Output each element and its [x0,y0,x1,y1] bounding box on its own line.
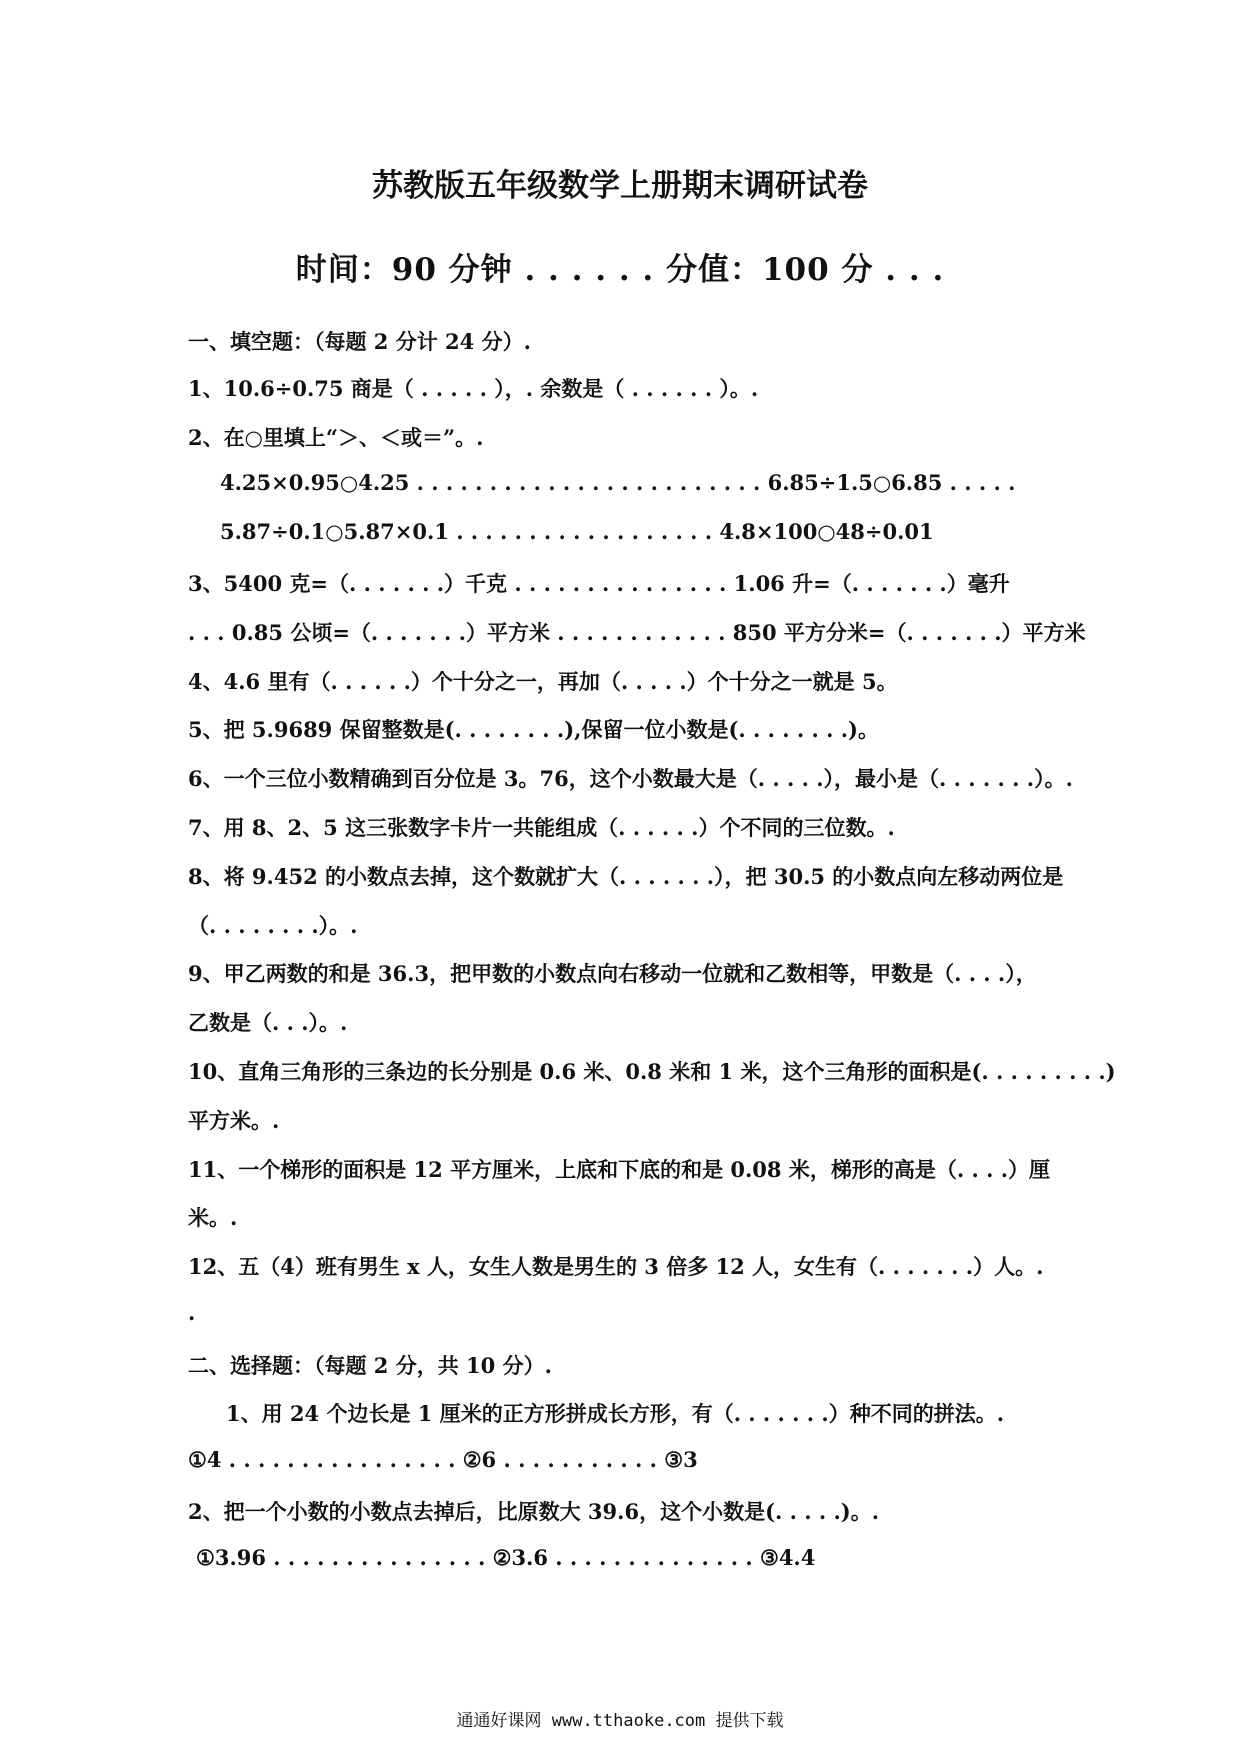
question-2-row-2: 5.87÷0.1○5.87×0.1 . . . . . . . . . . . . . . . . . . 4.8×100○48÷0.01 [220,519,934,544]
question-5: 5、把 5.9689 保留整数是(. . . . . . . .),保留一位小数是(. . . . . . . .)。 [188,717,879,742]
question-1: 1、10.6÷0.75 商是（ . . . . . ），. 余数是（ . . . . . . ）。. [188,376,759,401]
question-10: 10、直角三角形的三条边的长分别是 0.6 米、0.8 米和 1 米，这个三角形的面积是(. . . . . . . . .) [188,1059,1116,1084]
footer-source: 通通好课网 www.tthaoke.com 提供下载 [456,1711,784,1731]
question-11: 11、一个梯形的面积是 12 平方厘米，上底和下底的和是 0.08 米，梯形的高是（. . . .）厘 [188,1157,1051,1182]
question-11-continued: 米。. [188,1205,238,1230]
choice-question-2: 2、把一个小数的小数点去掉后，比原数大 39.6，这个小数是(. . . . .)。. [188,1499,880,1524]
choice-question-1: 1、用 24 个边长是 1 厘米的正方形拼成长方形，有（. . . . . . .）种不同的拼法。. [226,1401,1005,1426]
question-3-row-2: . . . 0.85 公顷=（. . . . . . .）平方米 . . . . . . . . . . . . 850 平方分米=（. . . . . . .）平方米 [188,620,1086,645]
section-heading-multiple-choice: 二、选择题：（每题 2 分，共 10 分）. [188,1353,552,1378]
question-6: 6、一个三位小数精确到百分位是 3。76，这个小数最大是（. . . . .），最小是（. . . . . . .）。. [188,766,1073,791]
question-8-continued: （. . . . . . . .）。. [188,913,358,938]
question-9: 9、甲乙两数的和是 36.3，把甲数的小数点向右移动一位就和乙数相等，甲数是（. . . .）， [188,961,1037,986]
question-4: 4、4.6 里有（. . . . . .）个十分之一，再加（. . . . .）个十分之一就是 5。 [188,669,898,694]
question-2: 2、在○里填上“＞、＜或＝”。. [188,425,484,450]
stray-mark: . [188,1300,196,1325]
page-title: 苏教版五年级数学上册期末调研试卷 [372,168,868,204]
choice-question-1-options: ①4 . . . . . . . . . . . . . . . . ②6 . . . . . . . . . . . ③3 [188,1447,698,1472]
question-12: 12、五（4）班有男生 x 人，女生人数是男生的 3 倍多 12 人，女生有（. . . . . . .）人。. [188,1254,1044,1279]
question-7: 7、用 8、2、5 这三张数字卡片一共能组成（. . . . . .）个不同的三位数。. [188,815,895,840]
question-2-row-1: 4.25×0.95○4.25 . . . . . . . . . . . . . . . . . . . . . . . . 6.85÷1.5○6.85 . . . . . [220,470,1016,495]
choice-question-2-options: ①3.96 . . . . . . . . . . . . . . . ②3.6 . . . . . . . . . . . . . . ③4.4 [196,1545,816,1570]
section-heading-fill-in: 一、填空题：（每题 2 分计 24 分）. [188,329,531,354]
question-9-continued: 乙数是（. . .）。. [188,1010,348,1035]
question-10-continued: 平方米。. [188,1108,280,1133]
question-3: 3、5400 克=（. . . . . . .）千克 . . . . . . . . . . . . . . . 1.06 升=（. . . . . . .）毫升 [188,571,1010,596]
exam-time-and-score: 时间：90 分钟 . . . . . . 分值：100 分 . . . [295,252,945,288]
question-8: 8、将 9.452 的小数点去掉，这个数就扩大（. . . . . . .），把 30.5 的小数点向左移动两位是 [188,864,1064,889]
